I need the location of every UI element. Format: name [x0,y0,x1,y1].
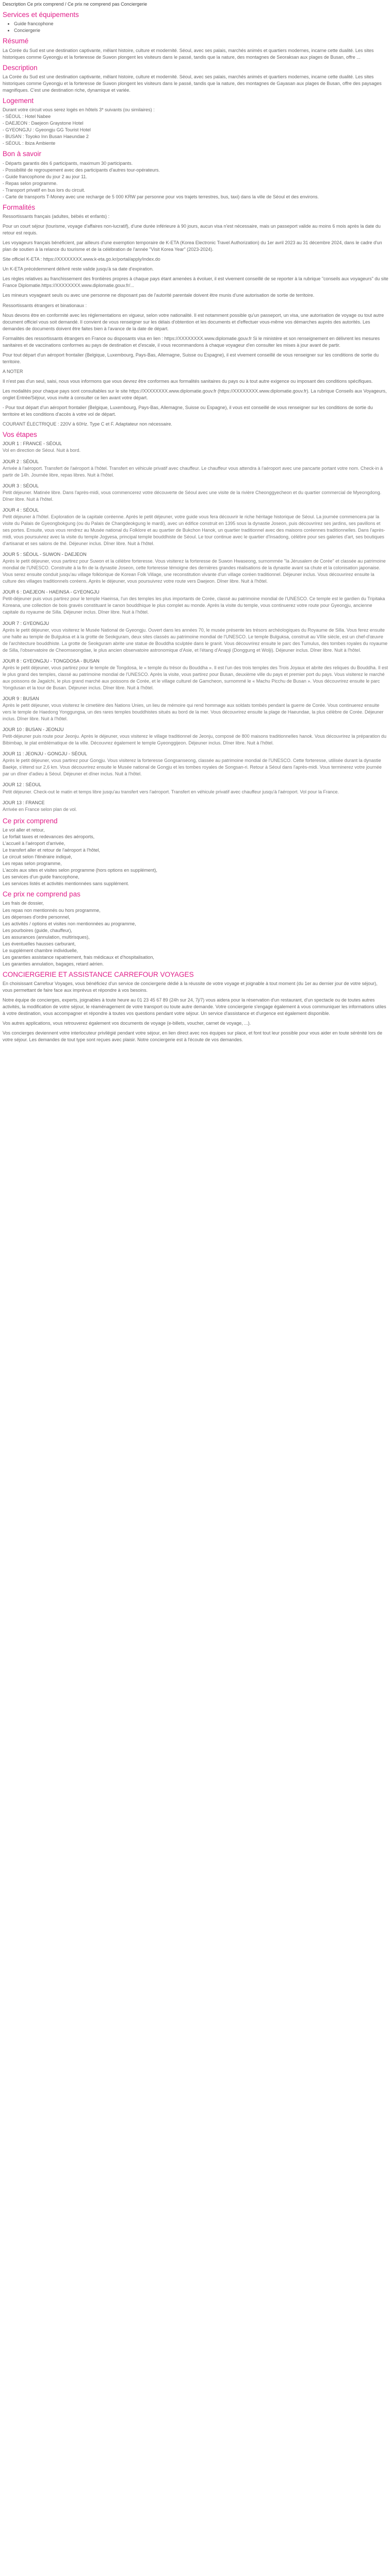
formalites-paragraph: Site officiel K-ETA : https://XXXXXXXX.www.k-eta.go.kr/portal/apply/index.do [3,257,160,262]
day-title: JOUR 6 : DAEJEON - HAEINSA - GYEONGJU [3,589,100,595]
itinerary-day [3,782,388,795]
included-item: Le forfait taxes et redevances des aéroports, [3,834,95,839]
logement-heading: Logement [3,96,34,105]
day-text: Après le petit déjeuner, vous partirez pour le temple de Tongdosa, le « temple du trésor du Bouddha ». Il est l'un des trois temples des Trois Joyaux et abrite des reliques du Bouddha. Il est le plus grand des temples, classé au patrimoine mondial de l'UNESCO. Après la visite, vous partirez pour Busan, deuxième ville du pays et premier port du pays. Vous visiterez le marché aux poissons de Jagalchi, le plus grand marché aux poissons de Corée, et le village culturel de Gamcheon, surnommé le « Machu Picchu de Busan ». Vous découvrirez ensuite le parc Yongdusan et la tour de Busan. Déjeuner inclus. Dîner libre. Nuit à l'hôtel. [3,665,388,690]
day-text: Petit déjeuner. Check-out le matin et temps libre jusqu'au transfert vers l'aéroport. Transfert en véhicule privatif avec chauffeur jusqu'à l'aéroport. Vol pour la France. [3,789,339,794]
conciergerie-body [3,980,388,1043]
hotel-item: - SÉOUL : Ibiza Ambiente [3,141,56,146]
logement-intro: Durant votre circuit vous serez logés en hôtels 3* suivants (ou similaires) : [3,107,155,113]
day-title: JOUR 2 : SÉOUL [3,459,39,464]
conciergerie-paragraph: Notre équipe de concierges, experts, joignables à toute heure au 01 23 45 67 89 (24h sur 24, 7j/7) vous aidera pour la réservation d'un restaurant, d'un spectacle ou de toutes autres activités, la modification de votre séjour, le réaménagement de votre transport ou toute autre demande. Votre conciergerie s'engage également à vous communiquer les informations utiles à votre destination, vous accompagner et répondre à toutes vos questions pendant votre séjour. Un service d'assistance et d'urgence est également disponible. [3,997,386,1016]
day-title: JOUR 10 : BUSAN - JEONJU [3,727,64,733]
page-container [0,0,391,1051]
day-text: Après le petit déjeuner, vous visiterez le cimetière des Nations Unies, un lieu de mémoire qui rend hommage aux soldats tombés pendant la guerre de Corée. Vous continuerez ensuite vers le temple de Haedong Yonggungsa, un des rares temples bouddhistes situés au bord de la mer. Vous découvrirez ensuite la plage de Haeundae, la plus célèbre de Corée. Déjeuner inclus. Dîner libre. Nuit à l'hôtel. [3,703,384,722]
included-item: Le vol aller et retour, [3,827,45,833]
day-text: Arrivée à l'aéroport. Transfert de l'aéroport à l'hôtel. Transfert en véhicule privatif avec chauffeur. Le chauffeur vous attendra à l'aéroport avec une pancarte portant votre nom. Check-in à partir de 14h. Journée libre, repas libres. Nuit à l'hôtel. [3,465,383,478]
included-item: Le transfert aller et retour de l'aéroport à l'hôtel, [3,848,101,853]
bon-savoir-heading: Bon à savoir [3,150,42,158]
service-item: • Conciergerie [14,27,388,34]
prix-ne-comprend-list [3,900,388,967]
services-list [3,21,388,34]
included-item: Les repas selon programme, [3,861,62,867]
formalites-heading: Formalités [3,203,36,211]
excluded-item: Les éventuelles hausses carburant, [3,941,76,946]
formalites-body [3,213,388,428]
day-text: Vol en direction de Séoul. Nuit à bord. [3,448,81,453]
prix-comprend-list [3,827,388,887]
included-item: L'accès aux sites et visites selon programme (hors options en supplément), [3,868,157,873]
day-text: Après le petit déjeuner, vous partirez pour Gongju. Vous visiterez la forteresse Gongsanseong, classée au patrimoine mondial de l'UNESCO. Cette forteresse, utilisée durant la dynastie Baekje, s'étend sur 2,6 km. Vous découvrirez ensuite le Musée national de Gongju et les tombes royales de Songsan-ri. Retour à Séoul dans l'après-midi. Vous terminerez votre journée par un dîner d'adieu à Séoul. Déjeuner et dîner inclus. Nuit à l'hôtel. [3,758,382,777]
service-item: • Guide francophone [14,21,388,27]
formalites-paragraph: COURANT ÉLECTRIQUE : 220V à 60Hz. Type C et F. Adaptateur non nécessaire. [3,421,172,427]
breadcrumb: Description Ce prix comprend / Ce prix ne comprend pas Conciergerie [3,2,148,7]
itinerary-day [3,620,388,654]
bon-savoir-item: - Carte de transports T-Money avec une recharge de 5 000 KRW par personne pour vos trajets terrestres, bus, taxi) dans la ville de Séoul et des environs. [3,194,319,199]
formalites-paragraph: Les mineurs voyageant seuls ou avec une personne ne disposant pas de l'autorité parentale doivent être munis d'une autorisation de sortie de territoire. [3,293,315,298]
excluded-item: Les pourboires (guide, chauffeur), [3,927,72,933]
conciergerie-paragraph: Vos autres applications, vous retrouverez également vos documents de voyage (e-billets, voucher, carnet de voyage, ...). [3,1021,251,1026]
day-title: JOUR 5 : SÉOUL - SUWON - DAEJEON [3,552,87,557]
day-text: Petit déjeuner. Matinée libre. Dans l'après-midi, vous commencerez votre découverte de Séoul avec une visite de la rivière Cheonggyecheon et du quartier commercial de Myeongdong. Dîner libre. Nuit à l'hôtel. [3,489,382,502]
formalites-paragraph: Les voyageurs français bénéficient, par ailleurs d'une exemption temporaire de K-ETA (Korea Electronic Travel Authorization) du 1er avril 2023 au 31 décembre 2024, dans le cadre d'un plan de soutien à la relance du tourisme et de la célébration de l'année "Visit Korea Year" (2023-2024). [3,240,382,252]
day-title: JOUR 11 : JEONJU - GONGJU - SÉOUL [3,751,87,757]
formalites-paragraph: - Pour tout départ d'un aéroport frontalier (Belgique, Luxembourg, Pays-Bas, Allemagne, Suisse ou Espagne), il vous est conseillé de vous renseigner sur les conditions de sortie du territoire et les conditions d'accès à votre vol de départ. [3,405,373,417]
formalites-paragraph: A NOTER [3,368,23,374]
prix-comprend-heading: Ce prix comprend [3,817,58,825]
excluded-item: Les dépenses d'ordre personnel, [3,914,70,920]
formalites-paragraph: Ressortissants étrangers et binationaux : [3,302,87,308]
day-title: JOUR 9 : BUSAN [3,696,39,701]
bon-savoir-item: - Repas selon programme. [3,180,58,186]
hotel-item: - BUSAN : Toyoko Inn Busan Haeundae 2 [3,134,89,140]
excluded-item: Les garanties annulation, bagages, retard aérien. [3,961,104,967]
day-text: Après le petit déjeuner, vous partirez pour Suwon et la célèbre forteresse. Vous visiterez la forteresse de Suwon Hwaseong, surnommée "la Jérusalem de Corée" et classée au patrimoine mondial de l'UNESCO. Construite à la fin de la dynastie Joseon, cette forteresse témoigne des dernières grandes réalisations de la dynastie avant sa chute et la colonisation japonaise. Vous serez ensuite conduit jusqu'au village folklorique de Korean Folk Village, une reconstitution vivante d'un village coréen traditionnel. Déjeuner inclus. Vous découvrirez ensuite la culture des villages traditionnels coréens. Après le déjeuner, vous poursuivrez votre route vers Daejeon. Dîner libre. Nuit à l'hôtel. [3,558,386,584]
formalites-paragraph: Nous devons être en conformité avec les réglementations en vigueur, selon votre nationalité. Il est notamment possible qu'un passeport, un visa, une autorisation de voyage ou tout autre document officiel vous soit demandé. Il convient de vous renseigner sur les délais d'obtention et les documents et d'effectuer vous-même vos démarches auprès des autorités. Les demandes de documents doivent être faites bien à l'avance de la date de départ. [3,312,384,331]
day-text: Arrivée en France selon plan de vol. [3,806,77,812]
prix-ne-comprend-heading: Ce prix ne comprend pas [3,890,80,899]
description-heading: Description [3,63,38,72]
included-item: Les services d'un guide francophone, [3,874,79,880]
excluded-item: Le supplément chambre individuelle, [3,947,78,953]
day-text: Petit-déjeuner puis route pour Jeonju. Après le déjeuner, vous visiterez le village traditionnel de Jeonju, composé de 800 maisons traditionnelles hanok. Vous découvrirez la préparation du Bibimbap, le plat emblématique de la ville. Découvrez également le temple Gyeonggijeon. Déjeuner inclus. Dîner libre. Nuit à l'hôtel. [3,734,386,746]
excluded-item: Les activités / options et visites non mentionnées au programme, [3,921,136,926]
formalites-paragraph: Un K-ETA précédemment délivré reste valide jusqu'à sa date d'expiration. [3,266,154,272]
formalites-paragraph: Formalités des ressortissants étrangers en France ou disposants visa en lien : https://XXXXXXXX.www.diplomatie.gouv.fr Si le ministère et son renseignement en délivrent les mesures sanitaires et de vaccinations conformes au pays de destination et d'escale, il vous recommandons à chaque voyageur d'en consulter les mises à jour avant de partir. [3,335,380,348]
itinerary-list [3,440,388,812]
excluded-item: Les garanties assistance rapatriement, frais médicaux et d'hospitalisation, [3,954,154,960]
day-text: Après le petit déjeuner, vous visiterez le Musée National de Gyeongju. Ouvert dans les années 70, le musée présente les trésors archéologiques du Royaume de Silla. Vous ferez ensuite une halte au temple de Bulguksa et à la grotte de Seokguram, deux sites classés au patrimoine mondial de l'UNESCO. Le temple Bulguksa, construit au VIIIe siècle, est un chef-d'œuvre de l'architecture bouddhiste. La grotte de Seokguram abrite une statue de Bouddha sculptée dans le granit. Vous découvrirez ensuite le parc des Tumulus, des tombes royales du royaume de Silla, l'observatoire de Cheomseongdae, le plus ancien observatoire astronomique d'Asie, et l'étang d'Anapji (Donggung et Wolji). Déjeuner inclus. Dîner libre. Nuit à l'hôtel. [3,627,388,653]
day-title: JOUR 13 : FRANCE [3,800,45,805]
itinerary-day [3,800,388,813]
itinerary-day [3,726,388,747]
bon-savoir-item: - Guide francophone du jour 2 au jour 11. [3,174,87,179]
itinerary-day [3,658,388,691]
bon-savoir-list [3,160,388,200]
excluded-item: Les frais de dossier, [3,901,44,906]
formalites-paragraph: Les règles relatives au franchissement des frontières propres à chaque pays étant amenées à évoluer, il est vivement conseillé de se reporter à la rubrique "conseils aux voyageurs" du site France Diplomatie.https://XXXXXXXX.www.diplomatie.gouv.fr/... [3,276,388,289]
included-item: Les services listés et activités mentionnées sans supplément. [3,881,129,887]
resume-text: La Corée du Sud est une destination captivante, mêlant histoire, culture et modernité. Séoul, avec ses palais, marchés animés et quartiers modernes, incarne cette dualité. Les sites historiques comme Gyeongju et la forteresse de Suwon plongent les visiteurs dans le passé, tandis que la nature, des montagnes de Seoraksan aux plages de Busan, offre ... [3,47,374,60]
resume-heading: Résumé [3,37,29,45]
included-item: Le circuit selon l'itinéraire indiqué, [3,854,72,860]
hotel-item: - SÉOUL : Hotel Nabee [3,114,51,120]
formalites-paragraph: Pour tout départ d'un aéroport frontalier (Belgique, Luxembourg, Pays-Bas, Allemagne, Suisse ou Espagne), il est vivement conseillé de vous renseigner sur les conditions de sortie du territoire. [3,352,379,364]
itinerary-day [3,751,388,777]
itinerary-day [3,696,388,722]
included-item: L'accueil à l'aéroport d'arrivée, [3,840,66,846]
conciergerie-paragraph: En choisissant Carrefour Voyages, vous bénéficiez d'un service de conciergerie dédié à la réussite de votre voyage et joignable à tout moment (du 1er au dernier jour de votre séjour), vous permettant de faire face aux imprévus et répondre à vos besoins. [3,981,378,993]
formalites-paragraph: Il n'est pas d'un seul, saisi, nous vous informons que vous devrez être conformes aux formalités sanitaires du pays ou à tout autre exigence ou imposant des conditions spécifiques. [3,378,373,384]
day-title: JOUR 7 : GYEONGJU [3,620,50,626]
formalites-paragraph: Pour un court séjour (tourisme, voyage d'affaires non-lucratif), d'une durée inférieure à 90 jours, aucun visa n'est nécessaire, mais un passeport valide au moins 6 mois après la date du retour est requis. [3,224,381,236]
itinerary-day [3,507,388,547]
conciergerie-paragraph: Vos concierges deviennent votre interlocuteur privilégié pendant votre séjour, en lien direct avec nos équipes sur place, et font tout leur possible pour vous aider en toute sérénité lors de votre séjour. Les demandes de tout type sont reçues avec plaisir. Notre conciergerie est à l'écoute de vos demandes. [3,1030,382,1043]
formalites-paragraph: Les modalités pour chaque pays sont consultables sur le site https://XXXXXXXX.www.diplomatie.gouv.fr (https://XXXXXXXX.www.diplomatie.gouv.fr). La rubrique Conseils aux Voyageurs, onglet Entrée/Séjour, vous invite à consulter ce lien avant votre départ. [3,388,387,401]
excluded-item: Les repas non mentionnés ou hors programme, [3,907,101,913]
itinerary-day [3,589,388,616]
day-title: JOUR 4 : SÉOUL [3,507,39,513]
itinerary-day [3,440,388,454]
vos-etapes-heading: Vos étapes [3,431,37,439]
day-text: Petit-déjeuner puis vous partirez pour le temple Haeinsa, l'un des temples les plus importants de Corée, classé au patrimoine mondial de l'UNESCO. Ce temple est le gardien du Tripitaka Koreana, une collection de bois gravés constituant le canon bouddhique le plus complet au monde. Après la visite du temple, vous continuerez votre route pour Gyeongju, ancienne capitale du royaume de Silla. Déjeuner inclus. Dîner libre. Nuit à l'hôtel. [3,596,385,615]
services-heading: Services et équipements [3,11,79,19]
formalites-paragraph: Ressortissants français (adultes, bébés et enfants) : [3,214,110,219]
excluded-item: Les assurances (annulation, multirisques), [3,934,90,940]
logement-list [3,113,388,147]
bon-savoir-item: - Départs garantis dès 6 participants, maximum 30 participants. [3,160,133,166]
day-title: JOUR 3 : SÉOUL [3,483,39,488]
itinerary-day [3,551,388,585]
description-text: La Corée du Sud est une destination captivante, mêlant histoire, culture et modernité. Séoul, avec ses palais, marchés animés et quartiers modernes, incarne cette dualité. Les sites historiques comme Gyeongju et la forteresse de Suwon plongent les visiteurs dans le passé, tandis que la nature, des montagnes de Gayasan aux plages de Busan, offre des paysages magnifiques. C'est une destination riche, dynamique et variée. [3,74,382,93]
day-text: Petit déjeuner à l'hôtel. Exploration de la capitale coréenne. Après le petit déjeuner, votre guide vous fera découvrir le riche héritage historique de Séoul. La journée commencera par la visite du Palais de Gyeongbokgung (ou du Palais de Changdeokgung le mardi), avec un édifice construit en 1395 sous la dynastie Joseon, puis découvrirez ses jardins, ses pavillons et ses portes. Ensuite, vous vous rendrez au Musée national du Folklore et au quartier de Bukchon Hanok, un quartier traditionnel avec des maisons coréennes traditionnelles. Dans l'après-midi, vous poursuivrez avec la visite du temple Jogyesa, principal temple bouddhiste de Séoul. Le tour continue avec le quartier d'Insadong, célèbre pour ses galeries d'art, ses boutiques d'artisanat et ses salons de thé. Déjeuner inclus. Dîner libre. Nuit à l'hôtel. [3,514,385,547]
hotel-item: - DAEJEON : Daejeon Graystone Hotel [3,121,84,126]
bon-savoir-item: - Transport privatif en bus lors du circuit. [3,187,86,193]
day-title: JOUR 8 : GYEONGJU - TONGDOSA - BUSAN [3,658,100,664]
day-title: JOUR 1 : FRANCE - SÉOUL [3,441,62,447]
itinerary-day [3,483,388,503]
bon-savoir-item: - Possibilité de regroupement avec des participants d'autres tour-opérateurs. [3,167,160,173]
itinerary-day [3,459,388,479]
hotel-item: - GYEONGJU : Gyeongju GG Tourist Hotel [3,127,91,133]
day-title: JOUR 12 : SÉOUL [3,782,42,788]
conciergerie-heading: CONCIERGERIE ET ASSISTANCE CARREFOUR VOYAGES [3,970,194,978]
